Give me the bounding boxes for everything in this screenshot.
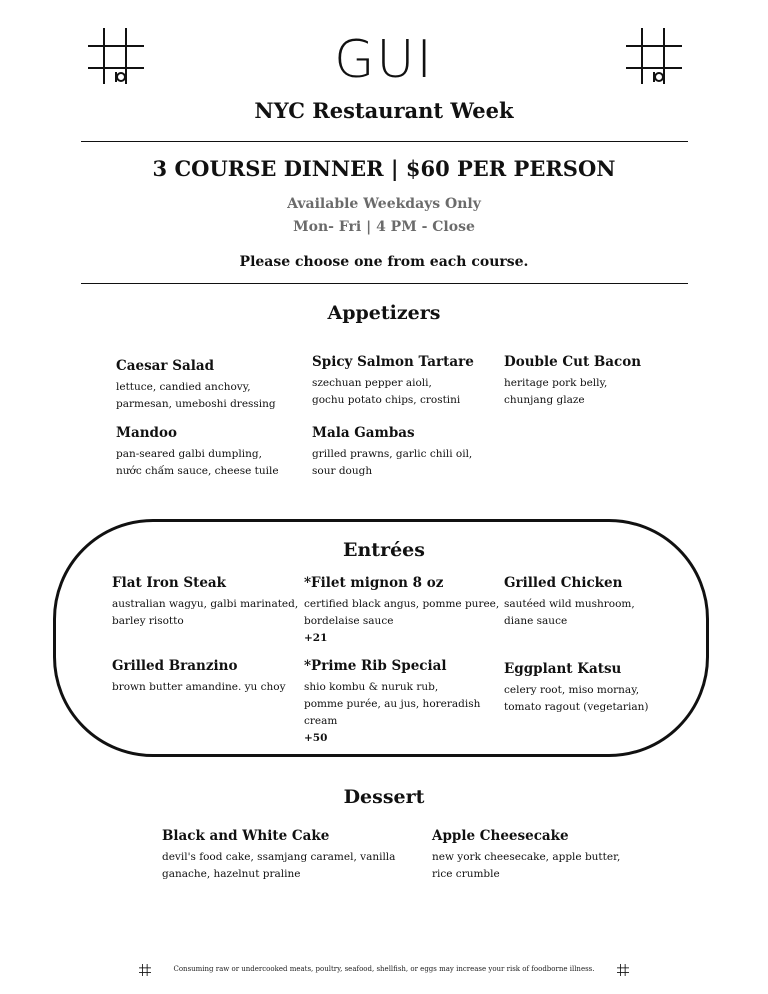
item-name: *Filet mignon 8 oz — [304, 575, 444, 591]
section-title-entrees: Entrées — [343, 539, 425, 561]
availability-line-1: Available Weekdays Only — [287, 196, 481, 212]
hash-logo-icon-small-right — [617, 964, 629, 976]
menu-item — [116, 357, 326, 413]
section-title-appetizers: Appetizers — [327, 302, 441, 324]
item-description: brown butter amandine. yu choy — [112, 681, 286, 693]
item-name: Apple Cheesecake — [432, 828, 569, 844]
item-description: devil's food cake, ssamjang caramel, vanilla ganache, hazelnut praline — [162, 851, 396, 880]
item-name: Flat Iron Steak — [112, 575, 227, 591]
instruction: Please choose one from each course. — [239, 254, 529, 270]
section-title-dessert: Dessert — [343, 786, 425, 808]
menu-item — [112, 574, 322, 630]
item-name: Caesar Salad — [116, 358, 215, 374]
food-safety-note: Consuming raw or undercooked meats, poultry, seafood, shellfish, or eggs may increase your risk of foodborne illness. — [173, 965, 595, 973]
item-description: certified black angus, pomme puree, bordelaise sauce — [304, 598, 500, 627]
item-name: Grilled Branzino — [112, 658, 238, 674]
menu-item — [112, 657, 322, 696]
menu-item — [304, 574, 504, 647]
page-title: NYC Restaurant Week — [254, 98, 514, 123]
menu-item — [504, 353, 714, 409]
menu-item — [504, 574, 714, 630]
item-name: Mandoo — [116, 425, 177, 441]
brand-logo: GUI — [334, 30, 434, 90]
item-name: *Prime Rib Special — [304, 658, 447, 674]
menu-item — [312, 424, 522, 480]
item-supplement: +21 — [304, 632, 328, 644]
item-description: celery root, miso mornay, tomato ragout (vegetarian) — [504, 684, 649, 713]
divider — [81, 283, 688, 284]
item-name: Eggplant Katsu — [504, 661, 622, 677]
item-description: new york cheesecake, apple butter, rice crumble — [432, 851, 621, 880]
item-supplement: +50 — [304, 732, 328, 744]
item-description: pan-seared galbi dumpling, nước chấm sauce, cheese tuile — [116, 448, 279, 477]
divider — [81, 141, 688, 142]
menu-item — [312, 353, 522, 409]
menu-item — [162, 827, 402, 883]
item-description: lettuce, candied anchovy, parmesan, umeboshi dressing — [116, 381, 276, 410]
menu-item — [116, 424, 326, 480]
item-description: szechuan pepper aioli, gochu potato chips, crostini — [312, 377, 461, 406]
item-name: Spicy Salmon Tartare — [312, 354, 474, 370]
item-name: Grilled Chicken — [504, 575, 623, 591]
item-description: grilled prawns, garlic chili oil, sour dough — [312, 448, 473, 477]
menu-item — [504, 660, 714, 716]
course-title: 3 COURSE DINNER | $60 PER PERSON — [152, 156, 616, 181]
item-name: Black and White Cake — [162, 828, 330, 844]
menu-item — [304, 657, 504, 747]
item-name: Double Cut Bacon — [504, 354, 642, 370]
menu-item — [432, 827, 642, 883]
item-name: Mala Gambas — [312, 425, 415, 441]
availability-line-2: Mon- Fri | 4 PM - Close — [293, 219, 475, 235]
item-description: sautéed wild mushroom, diane sauce — [504, 598, 635, 627]
item-description: shio kombu & nuruk rub, pomme purée, au jus, horeradish cream — [304, 681, 481, 727]
item-description: australian wagyu, galbi marinated, barley risotto — [112, 598, 299, 627]
item-description: heritage pork belly, chunjang glaze — [504, 377, 608, 406]
